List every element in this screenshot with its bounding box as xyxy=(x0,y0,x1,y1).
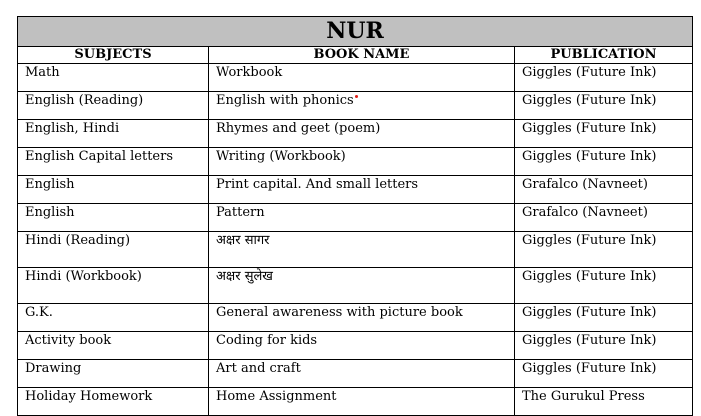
book-cell: General awareness with picture book xyxy=(209,304,515,332)
column-header-subjects: SUBJECTS xyxy=(18,47,209,64)
title-row xyxy=(18,17,693,47)
publication-cell: Giggles (Future Ink) xyxy=(515,120,693,148)
table-row xyxy=(18,360,693,388)
publication-cell: Giggles (Future Ink) xyxy=(515,304,693,332)
column-header-publication: PUBLICATION xyxy=(515,47,693,64)
book-cell: Workbook xyxy=(209,64,515,92)
header-row xyxy=(18,47,693,64)
publication-cell: Grafalco (Navneet) xyxy=(515,204,693,232)
subject-cell: English, Hindi xyxy=(18,120,209,148)
subject-cell: Drawing xyxy=(18,360,209,388)
red-mark-dot xyxy=(355,95,358,98)
subject-cell: English xyxy=(18,204,209,232)
subject-cell: Hindi (Workbook) xyxy=(18,268,209,304)
subject-cell: Activity book xyxy=(18,332,209,360)
book-cell: Art and craft xyxy=(209,360,515,388)
book-cell: अक्षर सुलेख xyxy=(209,268,515,304)
table-row xyxy=(18,148,693,176)
book-cell: Pattern xyxy=(209,204,515,232)
publication-cell: Grafalco (Navneet) xyxy=(515,176,693,204)
subject-cell: English xyxy=(18,176,209,204)
publication-cell: Giggles (Future Ink) xyxy=(515,268,693,304)
table-row xyxy=(18,204,693,232)
class-title: NUR xyxy=(18,17,693,47)
book-cell: Rhymes and geet (poem) xyxy=(209,120,515,148)
book-cell: Writing (Workbook) xyxy=(209,148,515,176)
table-row xyxy=(18,388,693,416)
column-header-book-name: BOOK NAME xyxy=(209,47,515,64)
table-row xyxy=(18,92,693,120)
book-list-table xyxy=(17,16,693,416)
book-cell xyxy=(209,92,515,120)
book-cell: Home Assignment xyxy=(209,388,515,416)
publication-cell: Giggles (Future Ink) xyxy=(515,360,693,388)
subject-cell: English Capital letters xyxy=(18,148,209,176)
subject-cell: Math xyxy=(18,64,209,92)
publication-cell: Giggles (Future Ink) xyxy=(515,148,693,176)
book-cell: अक्षर सागर xyxy=(209,232,515,268)
publication-cell: Giggles (Future Ink) xyxy=(515,64,693,92)
subject-cell: English (Reading) xyxy=(18,92,209,120)
table-row xyxy=(18,332,693,360)
subject-cell: Hindi (Reading) xyxy=(18,232,209,268)
book-list-sheet xyxy=(17,16,692,416)
table-row xyxy=(18,176,693,204)
publication-cell: The Gurukul Press xyxy=(515,388,693,416)
publication-cell: Giggles (Future Ink) xyxy=(515,232,693,268)
publication-cell: Giggles (Future Ink) xyxy=(515,332,693,360)
publication-cell: Giggles (Future Ink) xyxy=(515,92,693,120)
book-cell: Coding for kids xyxy=(209,332,515,360)
table-row xyxy=(18,268,693,304)
table-row xyxy=(18,120,693,148)
table-row xyxy=(18,232,693,268)
subject-cell: G.K. xyxy=(18,304,209,332)
book-text: English with phonics xyxy=(216,93,354,108)
book-cell: Print capital. And small letters xyxy=(209,176,515,204)
table-row xyxy=(18,64,693,92)
subject-cell: Holiday Homework xyxy=(18,388,209,416)
table-row xyxy=(18,304,693,332)
